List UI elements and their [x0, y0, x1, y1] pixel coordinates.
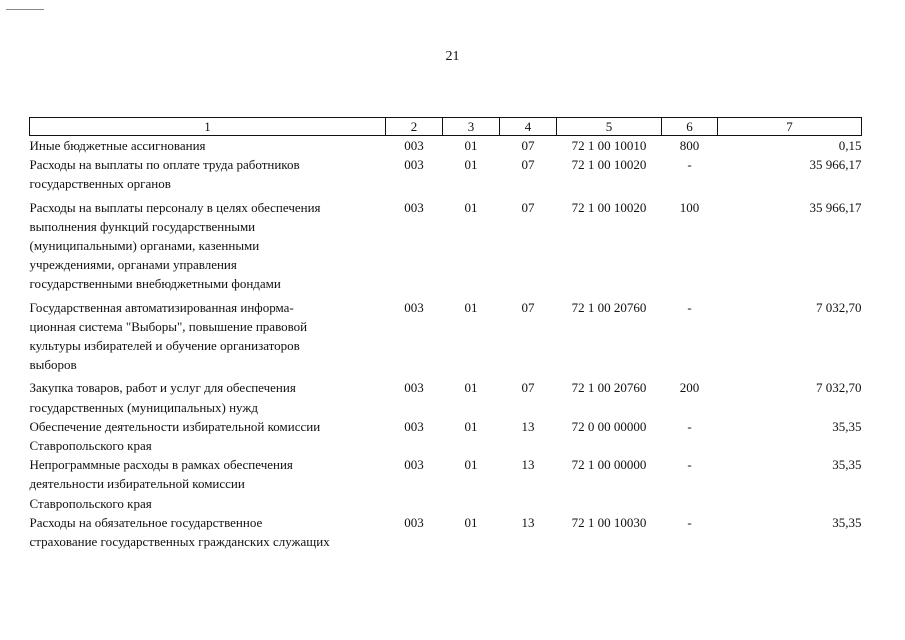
target-article-code-cell: 72 1 00 20760 [571, 299, 647, 315]
expense-name-cell: Непрограммные расходы в рамках обеспечения деятельности избирательной комиссии Ставропольского края [29, 457, 293, 511]
amount-cell: 35 966,17 [809, 157, 862, 173]
section-code-cell: 01 [464, 138, 478, 153]
expense-type-code-cell: 100 [679, 199, 700, 215]
ministry-code-cell: 003 [404, 138, 424, 153]
amount-cell: 7 032,70 [816, 299, 862, 315]
amount-cell: 0,15 [838, 138, 862, 153]
amount-cell: 35,35 [832, 514, 862, 530]
ministry-code-cell: 003 [404, 299, 424, 315]
section-code-cell: 01 [464, 418, 478, 434]
expense-name-cell: Расходы на выплаты по оплате труда работников государственных органов [29, 157, 300, 192]
section-code-cell: 01 [464, 157, 478, 173]
expense-name-cell: Расходы на обязательное государственное страхование государственных гражданских служащих [29, 514, 330, 550]
table-header-row [30, 118, 862, 136]
expense-type-code-cell: - [687, 299, 692, 315]
table-row [30, 155, 862, 197]
amount-cell: 35,35 [832, 457, 862, 473]
col-header-6: 6 [662, 118, 718, 136]
ministry-code-cell: 003 [404, 380, 424, 396]
subsection-code-cell: 07 [521, 199, 535, 215]
expense-type-code-cell: 800 [679, 138, 700, 153]
target-article-code-cell: 72 1 00 00000 [571, 457, 647, 473]
section-code-cell: 01 [464, 514, 478, 530]
table-row [30, 198, 862, 298]
subsection-code-cell: 07 [521, 380, 535, 396]
corner-scan-mark [6, 9, 44, 10]
subsection-code-cell: 07 [521, 299, 535, 315]
section-code-cell: 01 [464, 457, 478, 473]
expense-type-code-cell: - [687, 418, 692, 434]
expense-type-code-cell: - [687, 457, 692, 473]
expense-name-cell: Закупка товаров, работ и услуг для обеспечения государственных (муниципальных) нужд [29, 380, 296, 415]
subsection-code-cell: 13 [521, 418, 535, 434]
ministry-code-cell: 003 [404, 157, 424, 173]
section-code-cell: 01 [464, 380, 478, 396]
amount-cell: 35 966,17 [809, 199, 862, 215]
section-code-cell: 01 [464, 199, 478, 215]
table-row [30, 136, 862, 156]
expense-name-cell: Расходы на выплаты персоналу в целях обеспечения выполнения функций государственными (муниципальными) органами, казенными учреждениями, органами управления государственными внебюджетными фондами [29, 199, 321, 292]
amount-cell: 35,35 [832, 418, 862, 434]
ministry-code-cell: 003 [404, 514, 424, 530]
ministry-code-cell: 003 [404, 418, 424, 434]
ministry-code-cell: 003 [404, 199, 424, 215]
page-number: 21 [445, 49, 460, 64]
expense-type-code-cell: 200 [679, 380, 700, 396]
expense-name-cell: Обеспечение деятельности избирательной комиссии Ставропольского края [29, 418, 321, 454]
subsection-code-cell: 07 [521, 157, 535, 173]
section-code-cell: 01 [464, 299, 478, 315]
col-header-7: 7 [718, 118, 862, 136]
expense-type-code-cell: - [687, 514, 692, 530]
budget-table [29, 117, 862, 551]
col-header-1: 1 [30, 118, 386, 136]
expense-name-cell: Иные бюджетные ассигнования [29, 138, 206, 153]
table-row [30, 298, 862, 379]
col-header-5: 5 [557, 118, 662, 136]
target-article-code-cell: 72 1 00 10010 [571, 138, 647, 153]
ministry-code-cell: 003 [404, 457, 424, 473]
target-article-code-cell: 72 1 00 10020 [571, 157, 647, 173]
expense-type-code-cell: - [687, 157, 692, 173]
target-article-code-cell: 72 1 00 20760 [571, 380, 647, 396]
expense-name-cell: Государственная автоматизированная информа- ционная система "Выборы", повышение правовой культуры избирателей и обучение организаторов выборов [29, 299, 308, 373]
table-row [30, 378, 862, 416]
subsection-code-cell: 13 [521, 514, 535, 530]
subsection-code-cell: 07 [521, 138, 535, 153]
col-header-2: 2 [386, 118, 443, 136]
target-article-code-cell: 72 0 00 00000 [571, 418, 647, 434]
amount-cell: 7 032,70 [816, 380, 862, 396]
subsection-code-cell: 13 [521, 457, 535, 473]
col-header-4: 4 [500, 118, 557, 136]
table-row [30, 455, 862, 513]
table-row [30, 513, 862, 551]
target-article-code-cell: 72 1 00 10020 [571, 199, 647, 215]
target-article-code-cell: 72 1 00 10030 [571, 514, 647, 530]
col-header-3: 3 [443, 118, 500, 136]
table-row [30, 417, 862, 455]
